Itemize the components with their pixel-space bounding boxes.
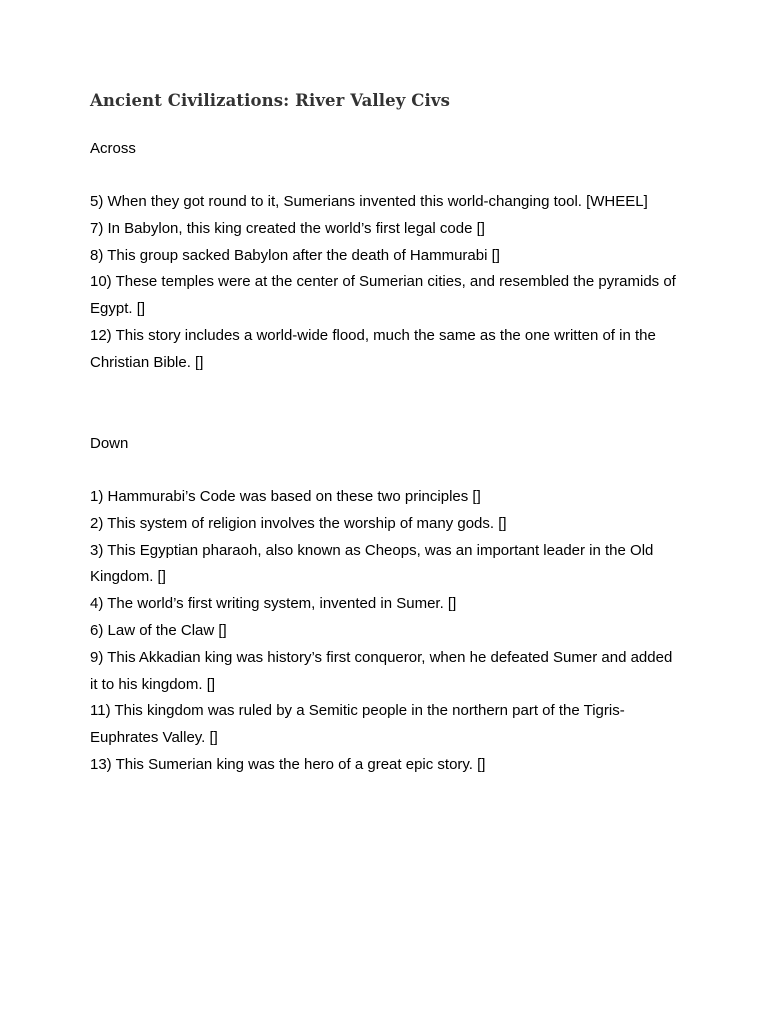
down-heading: Down (90, 435, 129, 452)
across-clue-8: 8) This group sacked Babylon after the death of Hammurabi [] (90, 246, 500, 264)
down-clue-1: 1) Hammurabi’s Code was based on these two principles [] (90, 488, 481, 505)
down-clue-4: 4) The world’s first writing system, invented in Sumer. [] (90, 595, 457, 613)
down-clue-3: 3) This Egyptian pharaoh, also known as Cheops, was an important leader in the Old Kingdom. [] (90, 541, 654, 586)
down-clue-9: 9) This Akkadian king was history’s first conqueror, when he defeated Sumer and added it to his kingdom. [] (90, 648, 673, 693)
across-clue-12: 12) This story includes a world-wide flood, much the same as the one written of in the Christian Bible. [] (90, 326, 656, 371)
down-clue-13: 13) This Sumerian king was the hero of a great epic story. [] (90, 755, 486, 773)
down-clue-11: 11) This kingdom was ruled by a Semitic people in the northern part of the Tigris-Euphrates Valley. [] (90, 702, 625, 747)
across-heading: Across (90, 140, 136, 157)
across-clue-list (90, 189, 682, 377)
down-clue-list (90, 484, 682, 779)
down-clue-6: 6) Law of the Claw [] (90, 621, 227, 639)
across-clue-10: 10) These temples were at the center of Sumerian cities, and resembled the pyramids of Egypt. [] (90, 273, 676, 318)
down-clue-2: 2) This system of religion involves the worship of many gods. [] (90, 514, 507, 532)
document-title: Ancient Civilizations: River Valley Civs (90, 91, 450, 110)
across-clue-5: 5) When they got round to it, Sumerians invented this world-changing tool. [WHEEL] (90, 193, 648, 210)
across-clue-7: 7) In Babylon, this king created the world’s first legal code [] (90, 219, 485, 237)
